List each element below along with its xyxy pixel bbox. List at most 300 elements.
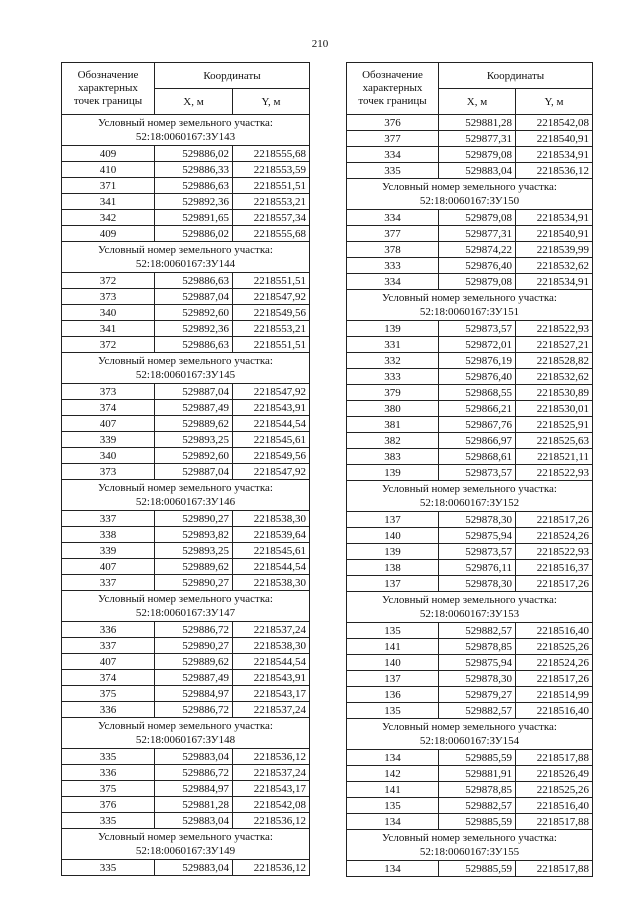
y-coord-cell: 2218530,01 [516, 401, 593, 417]
point-id-cell: 138 [347, 560, 439, 576]
table-row [347, 369, 593, 385]
point-id-cell: 409 [62, 226, 155, 242]
x-coord-cell: 529877,31 [439, 131, 516, 147]
table-row [347, 449, 593, 465]
y-coord-cell: 2218517,26 [516, 671, 593, 687]
land-plot-title: Условный номер земельного участка: 52:18:0060167:ЗУ147 [62, 591, 310, 622]
x-coord-cell: 529889,62 [155, 416, 233, 432]
land-plot-title: Условный номер земельного участка: 52:18:0060167:ЗУ146 [62, 480, 310, 511]
table-row [62, 146, 310, 162]
x-coord-cell: 529886,72 [155, 765, 233, 781]
y-coord-cell: 2218538,30 [233, 638, 310, 654]
table-row [347, 131, 593, 147]
table-row [347, 861, 593, 877]
y-coord-cell: 2218522,93 [516, 544, 593, 560]
x-coord-cell: 529889,62 [155, 559, 233, 575]
land-plot-title: Условный номер земельного участка: 52:18:0060167:ЗУ149 [62, 829, 310, 860]
point-id-cell: 341 [62, 321, 155, 337]
table-row [347, 798, 593, 814]
table-row [347, 560, 593, 576]
point-id-cell: 377 [347, 131, 439, 147]
y-coord-cell: 2218525,26 [516, 639, 593, 655]
x-coord-cell: 529893,25 [155, 432, 233, 448]
y-coord-cell: 2218545,61 [233, 543, 310, 559]
table-row [62, 749, 310, 765]
point-id-cell: 410 [62, 162, 155, 178]
table-row [62, 527, 310, 543]
y-coord-cell: 2218544,54 [233, 416, 310, 432]
point-id-cell: 334 [347, 147, 439, 163]
point-id-cell: 339 [62, 543, 155, 559]
x-coord-cell: 529867,76 [439, 417, 516, 433]
table-row [62, 178, 310, 194]
section-title-row [347, 592, 593, 623]
x-coord-cell: 529884,97 [155, 781, 233, 797]
x-coord-cell: 529881,28 [439, 115, 516, 131]
y-coord-cell: 2218537,24 [233, 765, 310, 781]
point-id-cell: 380 [347, 401, 439, 417]
table-body [62, 63, 310, 876]
x-coord-cell: 529879,08 [439, 147, 516, 163]
point-id-cell: 374 [62, 400, 155, 416]
y-coord-cell: 2218517,88 [516, 814, 593, 830]
table-row [62, 622, 310, 638]
y-coord-cell: 2218543,91 [233, 670, 310, 686]
y-coord-cell: 2218553,59 [233, 162, 310, 178]
section-title-row [62, 353, 310, 384]
x-coord-cell: 529879,27 [439, 687, 516, 703]
y-coord-cell: 2218517,26 [516, 576, 593, 592]
y-coord-cell: 2218516,40 [516, 703, 593, 719]
table-row [62, 813, 310, 829]
y-coord-cell: 2218536,12 [233, 860, 310, 876]
x-coord-cell: 529887,04 [155, 384, 233, 400]
x-coord-cell: 529890,27 [155, 511, 233, 527]
point-id-cell: 381 [347, 417, 439, 433]
table-row [347, 671, 593, 687]
table-row [62, 860, 310, 876]
x-coord-cell: 529892,60 [155, 448, 233, 464]
table-row [347, 576, 593, 592]
x-coord-cell: 529891,65 [155, 210, 233, 226]
page-number: 210 [311, 38, 329, 50]
table-row [347, 814, 593, 830]
y-coord-cell: 2218524,26 [516, 655, 593, 671]
table-row [62, 194, 310, 210]
x-coord-cell: 529886,72 [155, 702, 233, 718]
section-title-row [62, 591, 310, 622]
table-row [62, 797, 310, 813]
table-row [347, 782, 593, 798]
section-title-row [347, 179, 593, 210]
point-id-cell: 341 [62, 194, 155, 210]
x-coord-cell: 529877,31 [439, 226, 516, 242]
point-id-cell: 372 [62, 337, 155, 353]
y-coord-cell: 2218521,11 [516, 449, 593, 465]
x-coord-cell: 529875,94 [439, 528, 516, 544]
x-coord-cell: 529886,02 [155, 226, 233, 242]
point-id-cell: 338 [62, 527, 155, 543]
x-coord-cell: 529892,60 [155, 305, 233, 321]
point-id-cell: 134 [347, 750, 439, 766]
point-id-cell: 136 [347, 687, 439, 703]
y-coord-cell: 2218539,99 [516, 242, 593, 258]
point-id-cell: 333 [347, 258, 439, 274]
table-row [347, 703, 593, 719]
table-row [347, 639, 593, 655]
y-coord-cell: 2218536,12 [233, 749, 310, 765]
table-row [62, 416, 310, 432]
table-row [347, 163, 593, 179]
x-coord-cell: 529885,59 [439, 814, 516, 830]
point-id-cell: 375 [62, 781, 155, 797]
x-coord-cell: 529892,36 [155, 321, 233, 337]
section-title-row [62, 829, 310, 860]
point-id-cell: 379 [347, 385, 439, 401]
x-coord-cell: 529878,30 [439, 576, 516, 592]
table-row [347, 353, 593, 369]
x-coord-cell: 529879,08 [439, 210, 516, 226]
table-row [347, 750, 593, 766]
point-id-cell: 135 [347, 623, 439, 639]
table-row [62, 765, 310, 781]
y-coord-cell: 2218527,21 [516, 337, 593, 353]
y-coord-cell: 2218526,49 [516, 766, 593, 782]
point-id-cell: 135 [347, 798, 439, 814]
y-coord-cell: 2218539,64 [233, 527, 310, 543]
table-row [62, 226, 310, 242]
table-row [347, 147, 593, 163]
table-row [62, 575, 310, 591]
point-id-cell: 374 [62, 670, 155, 686]
point-id-cell: 135 [347, 703, 439, 719]
y-coord-cell: 2218543,17 [233, 686, 310, 702]
section-title-row [347, 719, 593, 750]
point-id-cell: 407 [62, 416, 155, 432]
section-title-row [62, 718, 310, 749]
y-coord-cell: 2218551,51 [233, 178, 310, 194]
x-coord-cell: 529868,55 [439, 385, 516, 401]
y-coord-cell: 2218532,62 [516, 258, 593, 274]
y-coord-cell: 2218553,21 [233, 194, 310, 210]
x-coord-cell: 529878,30 [439, 671, 516, 687]
table-row [62, 543, 310, 559]
y-coord-cell: 2218536,12 [233, 813, 310, 829]
table-row [347, 385, 593, 401]
y-coord-cell: 2218544,54 [233, 559, 310, 575]
x-coord-cell: 529879,08 [439, 274, 516, 290]
table-row [347, 544, 593, 560]
y-coord-cell: 2218534,91 [516, 147, 593, 163]
point-id-cell: 375 [62, 686, 155, 702]
table-row [62, 210, 310, 226]
land-plot-title: Условный номер земельного участка: 52:18:0060167:ЗУ148 [62, 718, 310, 749]
x-coord-cell: 529886,02 [155, 146, 233, 162]
table-row [62, 162, 310, 178]
table-row [62, 464, 310, 480]
table-row [62, 289, 310, 305]
point-id-cell: 335 [62, 749, 155, 765]
y-coord-cell: 2218545,61 [233, 432, 310, 448]
point-id-cell: 372 [62, 273, 155, 289]
x-coord-cell: 529866,21 [439, 401, 516, 417]
x-coord-cell: 529886,63 [155, 178, 233, 194]
table-row [347, 258, 593, 274]
x-coord-cell: 529886,33 [155, 162, 233, 178]
y-coord-cell: 2218534,91 [516, 274, 593, 290]
table-row [347, 337, 593, 353]
land-plot-title: Условный номер земельного участка: 52:18:0060167:ЗУ145 [62, 353, 310, 384]
x-coord-cell: 529893,82 [155, 527, 233, 543]
x-coord-cell: 529893,25 [155, 543, 233, 559]
y-coord-cell: 2218540,91 [516, 131, 593, 147]
land-plot-title: Условный номер земельного участка: 52:18:0060167:ЗУ143 [62, 115, 310, 146]
table-body [347, 63, 593, 877]
x-coord-cell: 529882,57 [439, 798, 516, 814]
point-id-cell: 335 [62, 813, 155, 829]
y-coord-cell: 2218522,93 [516, 465, 593, 481]
point-id-cell: 376 [347, 115, 439, 131]
y-coord-cell: 2218534,91 [516, 210, 593, 226]
point-id-cell: 140 [347, 655, 439, 671]
y-coord-cell: 2218517,88 [516, 861, 593, 877]
point-id-cell: 333 [347, 369, 439, 385]
point-id-cell: 373 [62, 289, 155, 305]
table-row [347, 766, 593, 782]
y-coord-cell: 2218516,40 [516, 798, 593, 814]
y-coord-cell: 2218547,92 [233, 464, 310, 480]
x-coord-cell: 529887,49 [155, 400, 233, 416]
point-id-cell: 382 [347, 433, 439, 449]
x-coord-cell: 529887,49 [155, 670, 233, 686]
table-row [62, 432, 310, 448]
point-id-cell: 377 [347, 226, 439, 242]
point-id-cell: 139 [347, 465, 439, 481]
table-row [62, 384, 310, 400]
x-coord-cell: 529883,04 [155, 860, 233, 876]
x-coord-cell: 529886,72 [155, 622, 233, 638]
y-coord-cell: 2218543,91 [233, 400, 310, 416]
x-coord-cell: 529872,01 [439, 337, 516, 353]
point-id-cell: 134 [347, 861, 439, 877]
y-coord-cell: 2218524,26 [516, 528, 593, 544]
header-designation: Обозначение характерных точек границы [347, 63, 439, 115]
table-row [62, 654, 310, 670]
y-coord-cell: 2218551,51 [233, 273, 310, 289]
point-id-cell: 335 [347, 163, 439, 179]
point-id-cell: 334 [347, 210, 439, 226]
land-plot-title: Условный номер земельного участка: 52:18:0060167:ЗУ150 [347, 179, 593, 210]
table-row [347, 417, 593, 433]
point-id-cell: 142 [347, 766, 439, 782]
table-row [347, 465, 593, 481]
x-coord-cell: 529866,97 [439, 433, 516, 449]
x-coord-cell: 529883,04 [439, 163, 516, 179]
table-row [347, 623, 593, 639]
table-row [62, 305, 310, 321]
y-coord-cell: 2218525,26 [516, 782, 593, 798]
x-coord-cell: 529885,59 [439, 750, 516, 766]
point-id-cell: 337 [62, 575, 155, 591]
x-coord-cell: 529876,40 [439, 369, 516, 385]
header-y: Y, м [233, 89, 310, 115]
table-row [62, 638, 310, 654]
point-id-cell: 409 [62, 146, 155, 162]
table-row [347, 115, 593, 131]
point-id-cell: 376 [62, 797, 155, 813]
header-y: Y, м [516, 89, 593, 115]
point-id-cell: 141 [347, 782, 439, 798]
x-coord-cell: 529868,61 [439, 449, 516, 465]
x-coord-cell: 529881,91 [439, 766, 516, 782]
table-row [62, 686, 310, 702]
y-coord-cell: 2218517,26 [516, 512, 593, 528]
x-coord-cell: 529885,59 [439, 861, 516, 877]
point-id-cell: 336 [62, 622, 155, 638]
y-coord-cell: 2218528,82 [516, 353, 593, 369]
y-coord-cell: 2218542,08 [516, 115, 593, 131]
point-id-cell: 407 [62, 654, 155, 670]
table-row [347, 401, 593, 417]
y-coord-cell: 2218516,40 [516, 623, 593, 639]
land-plot-title: Условный номер земельного участка: 52:18:0060167:ЗУ151 [347, 290, 593, 321]
point-id-cell: 337 [62, 638, 155, 654]
y-coord-cell: 2218537,24 [233, 702, 310, 718]
point-id-cell: 340 [62, 305, 155, 321]
x-coord-cell: 529876,40 [439, 258, 516, 274]
y-coord-cell: 2218517,88 [516, 750, 593, 766]
x-coord-cell: 529883,04 [155, 749, 233, 765]
point-id-cell: 339 [62, 432, 155, 448]
y-coord-cell: 2218514,99 [516, 687, 593, 703]
table-row [62, 321, 310, 337]
y-coord-cell: 2218538,30 [233, 575, 310, 591]
point-id-cell: 134 [347, 814, 439, 830]
table-row [62, 448, 310, 464]
y-coord-cell: 2218538,30 [233, 511, 310, 527]
point-id-cell: 371 [62, 178, 155, 194]
x-coord-cell: 529876,19 [439, 353, 516, 369]
point-id-cell: 140 [347, 528, 439, 544]
table-row [62, 273, 310, 289]
table-row [62, 511, 310, 527]
table-row [347, 210, 593, 226]
table-row [62, 337, 310, 353]
y-coord-cell: 2218530,89 [516, 385, 593, 401]
y-coord-cell: 2218555,68 [233, 226, 310, 242]
y-coord-cell: 2218532,62 [516, 369, 593, 385]
table-row [62, 702, 310, 718]
x-coord-cell: 529875,94 [439, 655, 516, 671]
y-coord-cell: 2218549,56 [233, 305, 310, 321]
x-coord-cell: 529873,57 [439, 465, 516, 481]
x-coord-cell: 529884,97 [155, 686, 233, 702]
x-coord-cell: 529886,63 [155, 337, 233, 353]
land-plot-title: Условный номер земельного участка: 52:18:0060167:ЗУ153 [347, 592, 593, 623]
point-id-cell: 373 [62, 464, 155, 480]
header-row [347, 63, 593, 89]
table-row [347, 274, 593, 290]
section-title-row [62, 115, 310, 146]
point-id-cell: 139 [347, 321, 439, 337]
table-row [347, 687, 593, 703]
x-coord-cell: 529889,62 [155, 654, 233, 670]
table-row [62, 559, 310, 575]
coordinates-table-left [61, 62, 310, 876]
point-id-cell: 383 [347, 449, 439, 465]
y-coord-cell: 2218544,54 [233, 654, 310, 670]
x-coord-cell: 529873,57 [439, 544, 516, 560]
land-plot-title: Условный номер земельного участка: 52:18:0060167:ЗУ154 [347, 719, 593, 750]
section-title-row [347, 830, 593, 861]
point-id-cell: 336 [62, 765, 155, 781]
x-coord-cell: 529892,36 [155, 194, 233, 210]
x-coord-cell: 529887,04 [155, 289, 233, 305]
y-coord-cell: 2218543,17 [233, 781, 310, 797]
point-id-cell: 141 [347, 639, 439, 655]
x-coord-cell: 529887,04 [155, 464, 233, 480]
x-coord-cell: 529878,85 [439, 782, 516, 798]
header-x: X, м [439, 89, 516, 115]
point-id-cell: 137 [347, 671, 439, 687]
table-row [62, 400, 310, 416]
point-id-cell: 342 [62, 210, 155, 226]
header-x: X, м [155, 89, 233, 115]
point-id-cell: 337 [62, 511, 155, 527]
x-coord-cell: 529876,11 [439, 560, 516, 576]
table-row [62, 670, 310, 686]
table-row [347, 512, 593, 528]
point-id-cell: 334 [347, 274, 439, 290]
table-row [347, 226, 593, 242]
y-coord-cell: 2218547,92 [233, 384, 310, 400]
table-row [347, 433, 593, 449]
table-row [347, 321, 593, 337]
y-coord-cell: 2218547,92 [233, 289, 310, 305]
y-coord-cell: 2218551,51 [233, 337, 310, 353]
header-row [62, 63, 310, 89]
point-id-cell: 407 [62, 559, 155, 575]
y-coord-cell: 2218540,91 [516, 226, 593, 242]
x-coord-cell: 529873,57 [439, 321, 516, 337]
y-coord-cell: 2218537,24 [233, 622, 310, 638]
x-coord-cell: 529882,57 [439, 703, 516, 719]
y-coord-cell: 2218542,08 [233, 797, 310, 813]
y-coord-cell: 2218536,12 [516, 163, 593, 179]
point-id-cell: 332 [347, 353, 439, 369]
land-plot-title: Условный номер земельного участка: 52:18:0060167:ЗУ152 [347, 481, 593, 512]
point-id-cell: 331 [347, 337, 439, 353]
table-row [347, 655, 593, 671]
table-row [62, 781, 310, 797]
land-plot-title: Условный номер земельного участка: 52:18:0060167:ЗУ144 [62, 242, 310, 273]
y-coord-cell: 2218557,34 [233, 210, 310, 226]
x-coord-cell: 529890,27 [155, 638, 233, 654]
y-coord-cell: 2218555,68 [233, 146, 310, 162]
point-id-cell: 137 [347, 576, 439, 592]
section-title-row [347, 481, 593, 512]
y-coord-cell: 2218525,63 [516, 433, 593, 449]
point-id-cell: 335 [62, 860, 155, 876]
x-coord-cell: 529886,63 [155, 273, 233, 289]
table-row [347, 528, 593, 544]
point-id-cell: 336 [62, 702, 155, 718]
point-id-cell: 373 [62, 384, 155, 400]
header-coordinates: Координаты [155, 63, 310, 89]
x-coord-cell: 529883,04 [155, 813, 233, 829]
point-id-cell: 378 [347, 242, 439, 258]
y-coord-cell: 2218522,93 [516, 321, 593, 337]
